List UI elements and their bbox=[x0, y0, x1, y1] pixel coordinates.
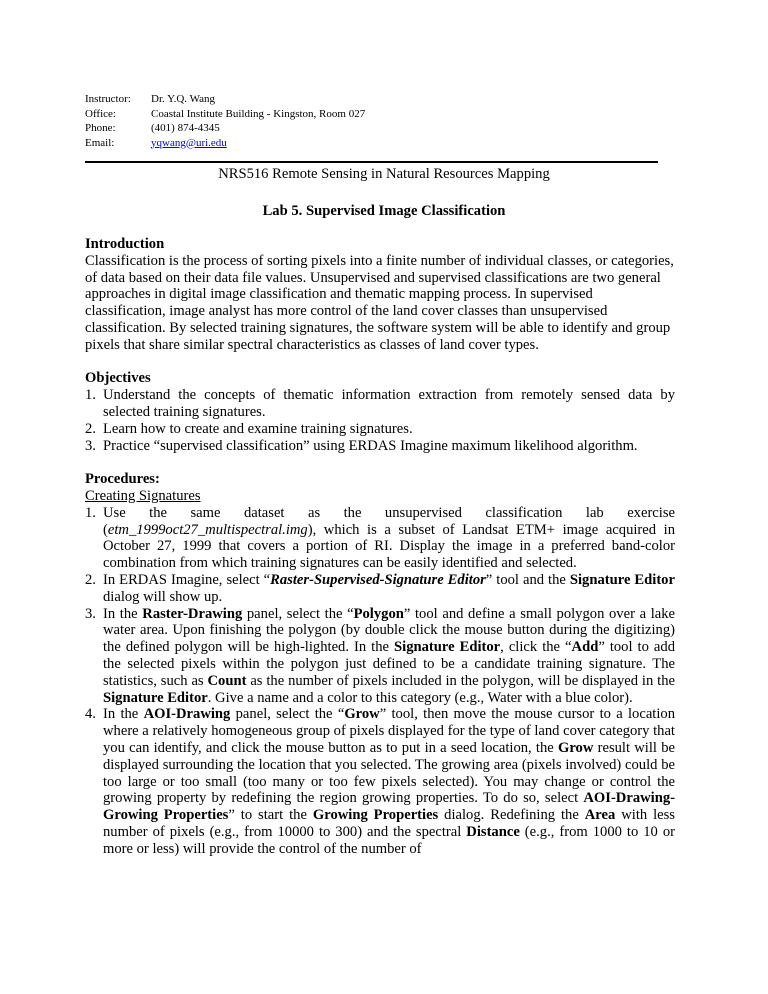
text-run: panel, select the “ bbox=[230, 706, 345, 723]
text-run: as the number of pixels included in the polygon, will be displayed in the bbox=[246, 672, 675, 689]
procedures-list bbox=[85, 505, 675, 858]
tool-name: Grow bbox=[557, 739, 594, 756]
text-run: Use the same dataset as the unsupervised classification lab exercise ( bbox=[103, 504, 675, 538]
text-run: dialog will show up. bbox=[103, 588, 223, 605]
procedures-heading: Procedures: bbox=[85, 471, 160, 488]
text-run: dialog. Redefining the bbox=[438, 807, 585, 824]
procedures-section bbox=[85, 471, 675, 857]
email-row bbox=[85, 136, 365, 151]
tool-name: Signature Editor bbox=[569, 571, 675, 588]
header-divider bbox=[85, 161, 658, 163]
office-label: Office: bbox=[85, 107, 116, 120]
text-run: In the bbox=[103, 605, 143, 622]
email-link[interactable]: yqwang@uri.edu bbox=[151, 136, 227, 149]
office-row bbox=[85, 107, 365, 122]
list-item: 1. Use the same dataset as the unsupervised classification lab exercise (etm_1999oct27_multispectral.img), which is a subset of Landsat ETM+ image acquired in October 27, 1999 that covers a portion of RI. Display the image in a preferred band-color combination from which training signatures can be easily identified and selected. bbox=[85, 504, 675, 572]
text-run: with less number of pixels (e.g., from 10000 to 300) and the spectral bbox=[103, 807, 675, 840]
text-run: ” tool and define a small polygon over a lake water area. Upon finishing the polygon (by double click the mouse button during the digitizing) the defined polygon will be high-lighted. In the bbox=[103, 605, 675, 656]
objectives-section bbox=[85, 370, 675, 454]
term: Distance bbox=[466, 823, 520, 840]
text-run: panel, select the “ bbox=[242, 605, 354, 622]
document-body bbox=[85, 236, 675, 857]
list-item: 4. In the AOI-Drawing panel, select the “Grow” tool, then move the mouse cursor to a location where a relatively homogeneous group of pixels displayed for the type of land cover category that you can identify, and click the mouse button as to put in a seed location, the Grow result will be displayed surrounding the location that you selected. The growing area (pixels involved) could be too large or too small (too many or too few pixels selected). You may change or control the growing property by redefining the region growing properties. To do so, select AOI-Drawing-Growing Properties” to start the Growing Properties dialog. Redefining the Area with less number of pixels (e.g., from 10000 to 300) and the spectral Distance (e.g., from 1000 to 10 or more or less) will provide the control of the number of bbox=[85, 706, 675, 857]
text-run: result will be displayed surrounding the location that you selected. The growing area (pixels involved) could be too large or too small (too many or too few pixels selected). You may change or control the growing property by redefining the region growing properties. To do so, select bbox=[103, 739, 675, 807]
objective-text: Learn how to create and examine training signatures. bbox=[103, 420, 413, 437]
text-run: ), which is a subset of Landsat ETM+ image acquired in October 27, 1999 that covers a portion of RI. Display the image in a preferred band-color combination from which training signatures can be easily identified and selected. bbox=[103, 521, 675, 572]
introduction-text: Classification is the process of sorting pixels into a finite number of individual classes, or categories, of data based on their data file values. Unsupervised and supervised classifications are two general approaches in digital image classification and thematic mapping process. In supervised classification, image analyst has more control of the land cover classes than unsupervised classification. By selected training signatures, the software system will be able to identify and group pixels that share similar spectral characteristics as classes of land cover types. bbox=[85, 252, 674, 353]
phone-label: Phone: bbox=[85, 122, 116, 134]
lab-title: Lab 5. Supervised Image Classification bbox=[262, 203, 506, 219]
filename: etm_1999oct27_multispectral.img bbox=[107, 521, 308, 538]
objective-text: Practice “supervised classification” using ERDAS Imagine maximum likelihood algorithm. bbox=[103, 437, 638, 454]
objectives-list bbox=[85, 387, 675, 454]
course-title: NRS516 Remote Sensing in Natural Resources Mapping bbox=[218, 166, 550, 182]
text-run: , click the “ bbox=[500, 639, 572, 656]
tool-name: Signature Editor bbox=[103, 689, 208, 706]
phone-value: (401) 874-4345 bbox=[151, 122, 220, 134]
instructor-name: Dr. Y.Q. Wang bbox=[151, 93, 215, 105]
objectives-heading: Objectives bbox=[85, 370, 151, 387]
list-item: 1. Understand the concepts of thematic information extraction from remotely sensed data by selected training signatures. bbox=[85, 387, 675, 420]
text-run: (e.g., from 1000 to 10 or more or less) will provide the control of the number of bbox=[103, 823, 675, 857]
list-item: 3. In the Raster-Drawing panel, select the “Polygon” tool and define a small polygon over a lake water area. Upon finishing the polygon (by double click the mouse button during the digitizing) the defined polygon will be high-lighted. In the Signature Editor, click the “Add” tool to add the selected pixels within the polygon just defined to be a candidate training signature. The statistics, such as Count as the number of pixels included in the polygon, will be displayed in the Signature Editor. Give a name and a color to this category (e.g., Water with a blue color). bbox=[85, 605, 675, 706]
phone-row bbox=[85, 121, 365, 136]
list-item: 2. Learn how to create and examine training signatures. bbox=[85, 420, 413, 437]
objective-text: Understand the concepts of thematic information extraction from remotely sensed data by selected training signatures. bbox=[103, 387, 675, 420]
introduction-heading: Introduction bbox=[85, 236, 165, 252]
term: Count bbox=[207, 672, 247, 689]
list-item: 3. Practice “supervised classification” using ERDAS Imagine maximum likelihood algorithm. bbox=[85, 437, 638, 454]
text-run: In the bbox=[103, 706, 144, 723]
tool-name: Add bbox=[571, 639, 599, 656]
tool-name: Polygon bbox=[353, 605, 404, 622]
menu-path: AOI-Drawing-Growing Properties bbox=[103, 790, 675, 824]
list-item: 2. In ERDAS Imagine, select “Raster-Supervised-Signature Editor” tool and the Signature Editor dialog will show up. bbox=[85, 571, 675, 605]
menu-path: Raster-Supervised-Signature Editor bbox=[270, 571, 486, 588]
tool-name: Grow bbox=[344, 706, 380, 723]
text-run: ” tool and the bbox=[485, 571, 570, 588]
email-label: Email: bbox=[85, 136, 115, 149]
dialog-name: Growing Properties bbox=[312, 807, 439, 824]
introduction-section bbox=[85, 236, 675, 354]
text-run: In ERDAS Imagine, select “ bbox=[103, 571, 271, 588]
term: Area bbox=[584, 807, 616, 824]
text-run: ” tool to add the selected pixels within the polygon just defined to be a candidate training signature. The statistics, such as bbox=[103, 639, 675, 689]
panel-name: Raster-Drawing bbox=[142, 605, 243, 622]
tool-name: Signature Editor bbox=[394, 639, 501, 656]
instructor-label: Instructor: bbox=[85, 93, 131, 105]
office-value: Coastal Institute Building - Kingston, Room 027 bbox=[151, 107, 366, 120]
panel-name: AOI-Drawing bbox=[143, 706, 231, 723]
text-run: ” to start the bbox=[228, 807, 313, 824]
instructor-row bbox=[85, 92, 365, 107]
text-run: ” tool, then move the mouse cursor to a location where a relatively homogeneous group of pixels displayed for the type of land cover category that you can identify, and click the mouse button as to put in a seed location, the bbox=[103, 706, 675, 756]
instructor-info bbox=[85, 92, 365, 150]
procedures-subheading: Creating Signatures bbox=[85, 487, 201, 504]
text-run: . Give a name and a color to this category (e.g., Water with a blue color). bbox=[207, 689, 633, 706]
